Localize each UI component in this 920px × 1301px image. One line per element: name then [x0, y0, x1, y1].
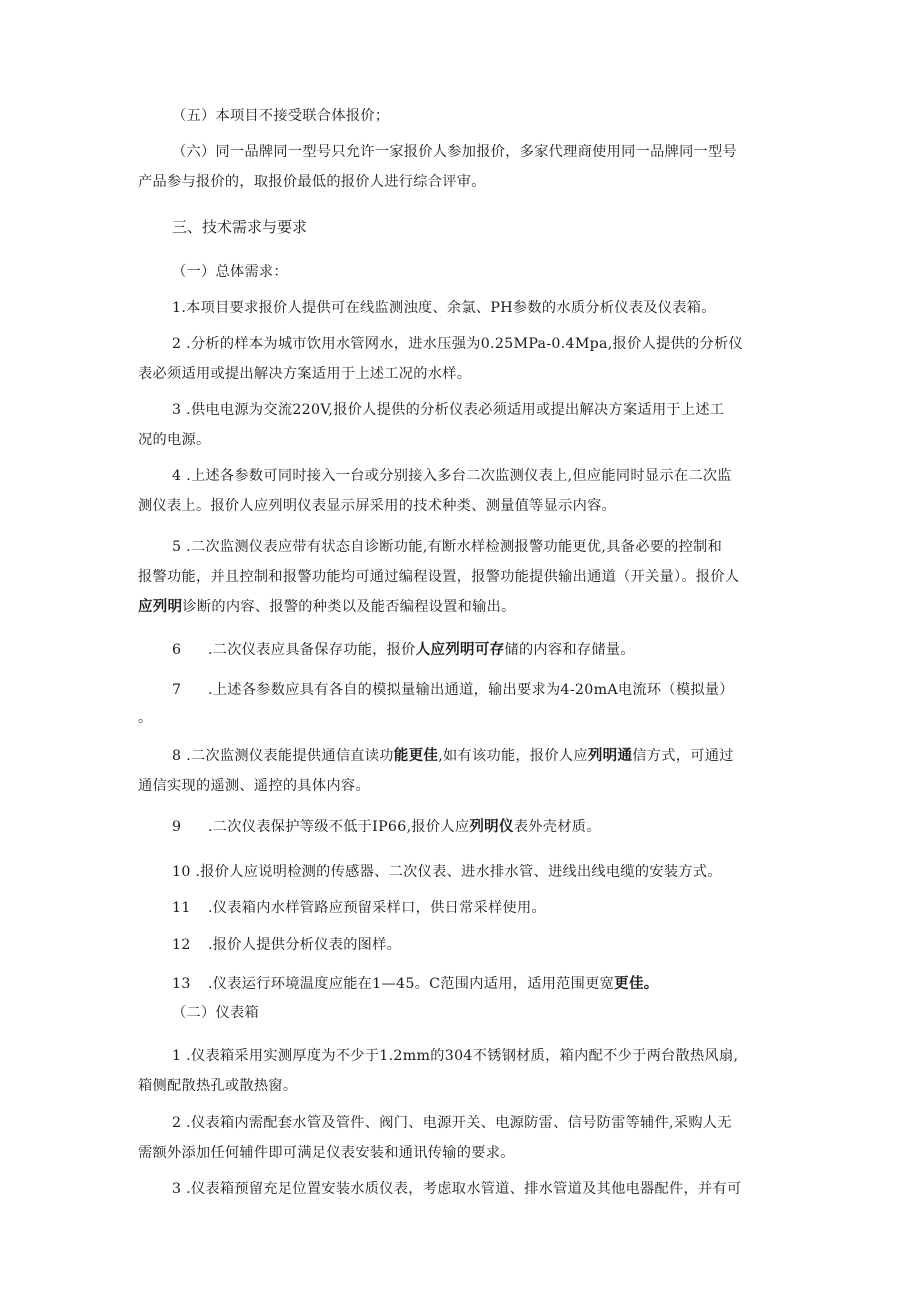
- item-number: 9: [172, 819, 182, 835]
- box-requirement-1-line2: 箱侧配散热孔或散热窗。: [138, 1078, 298, 1094]
- bold-text: 列明通: [587, 748, 633, 764]
- bold-text: 列明仪: [469, 819, 514, 835]
- clause-6-line1: （六）同一品牌同一型号只允许一家报价人参加报价，多家代理商使用同一品牌同一型号: [172, 144, 738, 160]
- bold-text: 更佳。: [614, 976, 659, 992]
- requirement-8-line1: [172, 740, 734, 772]
- requirement-4-line2: 测仪表上。报价人应列明仪表显示屏采用的技术种类、测量值等显示内容。: [138, 498, 617, 514]
- requirement-10: 10 .报价人应说明检测的传感器、二次仪表、进水排水管、进线出线电缆的安装方式。: [172, 864, 722, 880]
- item-number: 6: [172, 642, 182, 658]
- box-requirement-1-line1: 1 .仪表箱采用实测厚度为不少于1.2mm的304不锈钢材质，箱内配不少于两台散热风扇,: [172, 1048, 739, 1064]
- requirement-8-text-b: ,如有该功能，报价人应: [438, 748, 588, 764]
- section-title-technical-requirements: 三、技术需求与要求: [172, 218, 308, 236]
- box-requirement-2-line2: 需额外添加任何辅件即可满足仪表安装和通讯传输的要求。: [138, 1145, 515, 1161]
- requirement-8-text-a: 8 .二次监测仪表能提供通信直读功: [172, 748, 394, 764]
- bold-text: 能更佳: [393, 748, 439, 764]
- requirement-6-text-a: .二次仪表应具备保存功能，报价: [208, 642, 416, 658]
- bold-text: 人应列明可存: [415, 642, 505, 658]
- requirement-9-text-b: 表外壳材质。: [513, 819, 601, 835]
- requirement-5-line3-rest: 诊断的内容、报警的种类以及能否编程设置和输出。: [182, 599, 516, 615]
- requirement-2-line2: 表必须适用或提出解决方案适用于上述工况的水样。: [138, 366, 472, 382]
- requirement-3-line1: 3 .供电电源为交流220V,报价人提供的分析仪表必须适用或提出解决方案适用于上述工: [172, 402, 725, 418]
- bold-text: 应列明: [138, 599, 183, 615]
- requirement-7-text: .上述各参数应具有各自的模拟量输出通道，输出要求为4-20mA电流环（模拟量）: [208, 682, 734, 698]
- item-number: 13: [172, 976, 191, 992]
- item-number: 11: [172, 900, 191, 916]
- subsection-title-overall: （一）总体需求：: [172, 264, 288, 280]
- requirement-12: [172, 929, 401, 961]
- requirement-11-text: .仪表箱内水样管路应预留采样口，供日常采样使用。: [208, 900, 547, 916]
- requirement-9: [172, 811, 601, 843]
- requirement-6: [172, 634, 635, 666]
- requirement-13-text: .仪表运行环境温度应能在1—45。C范围内适用，适用范围更宽: [208, 976, 615, 992]
- requirement-8-text-c: 信方式，可通过: [632, 748, 734, 764]
- requirement-5-line3: [138, 591, 788, 623]
- requirement-6-text-b: 储的内容和存储量。: [504, 642, 635, 658]
- requirement-1: 1.本项目要求报价人提供可在线监测浊度、余氯、PH参数的水质分析仪表及仪表箱。: [172, 300, 716, 316]
- requirement-12-text: .报价人提供分析仪表的图样。: [208, 937, 402, 953]
- requirement-3-line2: 况的电源。: [138, 432, 211, 448]
- requirement-4-line1: 4 .上述各参数可同时接入一台或分别接入多台二次监测仪表上,但应能同时显示在二次监: [172, 468, 732, 484]
- requirement-7-tail: 。: [138, 710, 153, 726]
- requirement-9-text-a: .二次仪表保护等级不低于IP66,报价人应: [208, 819, 470, 835]
- clause-5: （五）本项目不接受联合体报价；: [172, 108, 390, 124]
- requirement-2-line1: 2 .分析的样本为城市饮用水管网水，进水压强为0.25MPa-0.4Mpa,报价人提供的分析仪: [172, 336, 744, 352]
- requirement-5-line2: 报警功能，并且控制和报警功能均可通过编程设置，报警功能提供输出通道（开关量）。报价人: [138, 569, 740, 585]
- box-requirement-2-line1: 2 .仪表箱内需配套水管及管件、阀门、电源开关、电源防雷、信号防雷等辅件,采购人无: [172, 1115, 732, 1131]
- requirement-11: [172, 892, 546, 924]
- requirement-5-line1: 5 .二次监测仪表应带有状态自诊断功能,有断水样检测报警功能更优,具备必要的控制和: [172, 539, 723, 555]
- subsection-title-instrument-box: （二）仪表箱: [172, 1005, 259, 1021]
- requirement-13: [172, 968, 659, 1000]
- requirement-8-line2: 通信实现的遥测、遥控的具体内容。: [138, 778, 370, 794]
- clause-6-line2: 产品参与报价的，取报价最低的报价人进行综合评审。: [138, 174, 486, 190]
- item-number: 12: [172, 937, 191, 953]
- item-number: 7: [172, 682, 182, 698]
- box-requirement-3-line1: 3 .仪表箱预留充足位置安装水质仪表，考虑取水管道、排水管道及其他电器配件，并有可: [172, 1181, 742, 1197]
